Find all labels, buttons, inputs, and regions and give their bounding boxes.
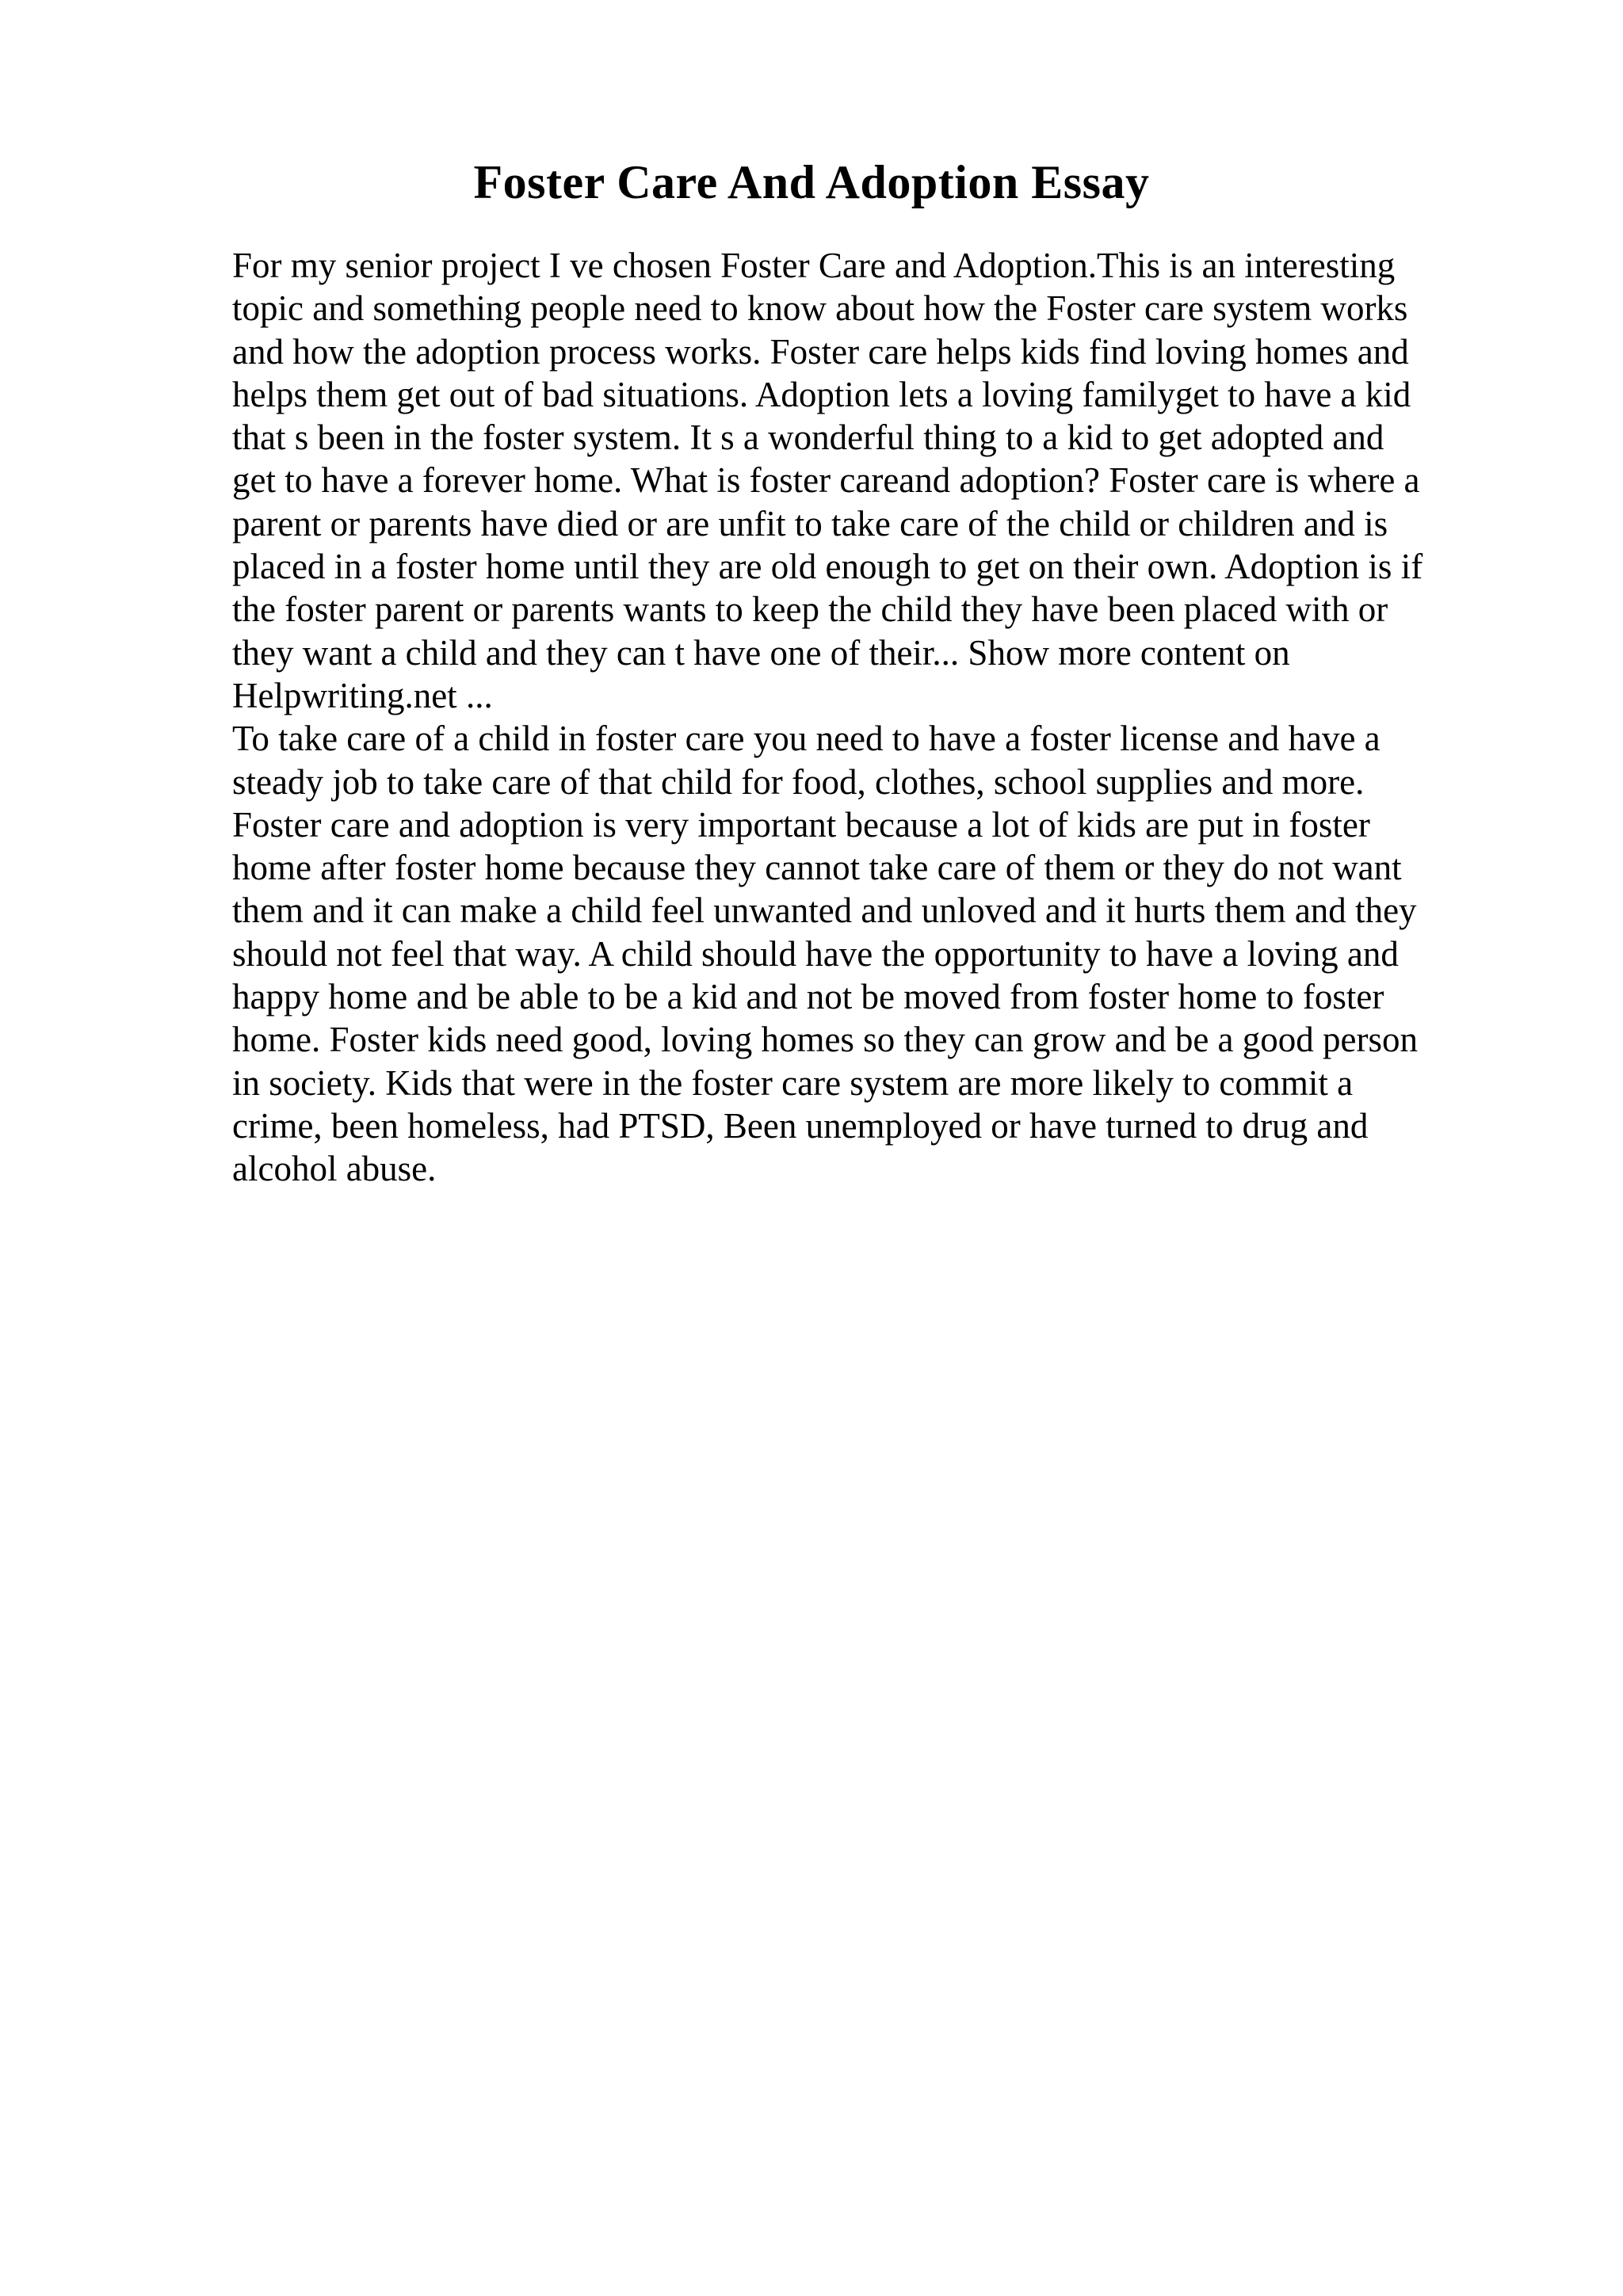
text-line: and how the adoption process works. Foster care helps kids find loving homes and	[232, 331, 1409, 372]
text-line: Helpwriting.net ...	[232, 675, 493, 715]
document-title: Foster Care And Adoption Essay	[473, 156, 1150, 208]
text-line: alcohol abuse.	[232, 1149, 437, 1189]
text-line: them and it can make a child feel unwanted and unloved and it hurts them and they	[232, 891, 1417, 931]
text-line: Foster care and adoption is very important because a lot of kids are put in foster	[232, 804, 1370, 845]
text-line: in society. Kids that were in the foster care system are more likely to commit a	[232, 1062, 1354, 1103]
text-line: home. Foster kids need good, loving homes so they can grow and be a good person	[232, 1020, 1418, 1060]
text-line: should not feel that way. A child should have the opportunity to have a loving and	[232, 933, 1399, 974]
text-line: placed in a foster home until they are old enough to get on their own. Adoption is if	[232, 547, 1423, 587]
text-line: To take care of a child in foster care you need to have a foster license and have a	[232, 719, 1381, 759]
text-line: the foster parent or parents wants to keep the child they have been placed with or	[232, 589, 1388, 630]
text-line: helps them get out of bad situations. Adoption lets a loving familyget to have a kid	[232, 374, 1411, 414]
text-line: get to have a forever home. What is foster careand adoption? Foster care is where a	[232, 460, 1420, 501]
text-line: happy home and be able to be a kid and not be moved from foster home to foster	[232, 977, 1384, 1017]
essay-body	[232, 244, 1468, 1191]
text-line: parent or parents have died or are unfit to take care of the child or children and is	[232, 503, 1388, 543]
text-line: that s been in the foster system. It s a wonderful thing to a kid to get adopted and	[232, 418, 1384, 458]
text-line: home after foster home because they cannot take care of them or they do not want	[232, 848, 1402, 888]
text-line: For my senior project I ve chosen Foster Care and Adoption.This is an interesting	[232, 246, 1396, 285]
text-line: crime, been homeless, had PTSD, Been unemployed or have turned to drug and	[232, 1105, 1369, 1146]
text-line: they want a child and they can t have one of their... Show more content on	[232, 632, 1290, 673]
text-line: topic and something people need to know about how the Foster care system works	[232, 288, 1408, 329]
text-line: steady job to take care of that child for food, clothes, school supplies and more.	[232, 761, 1365, 802]
